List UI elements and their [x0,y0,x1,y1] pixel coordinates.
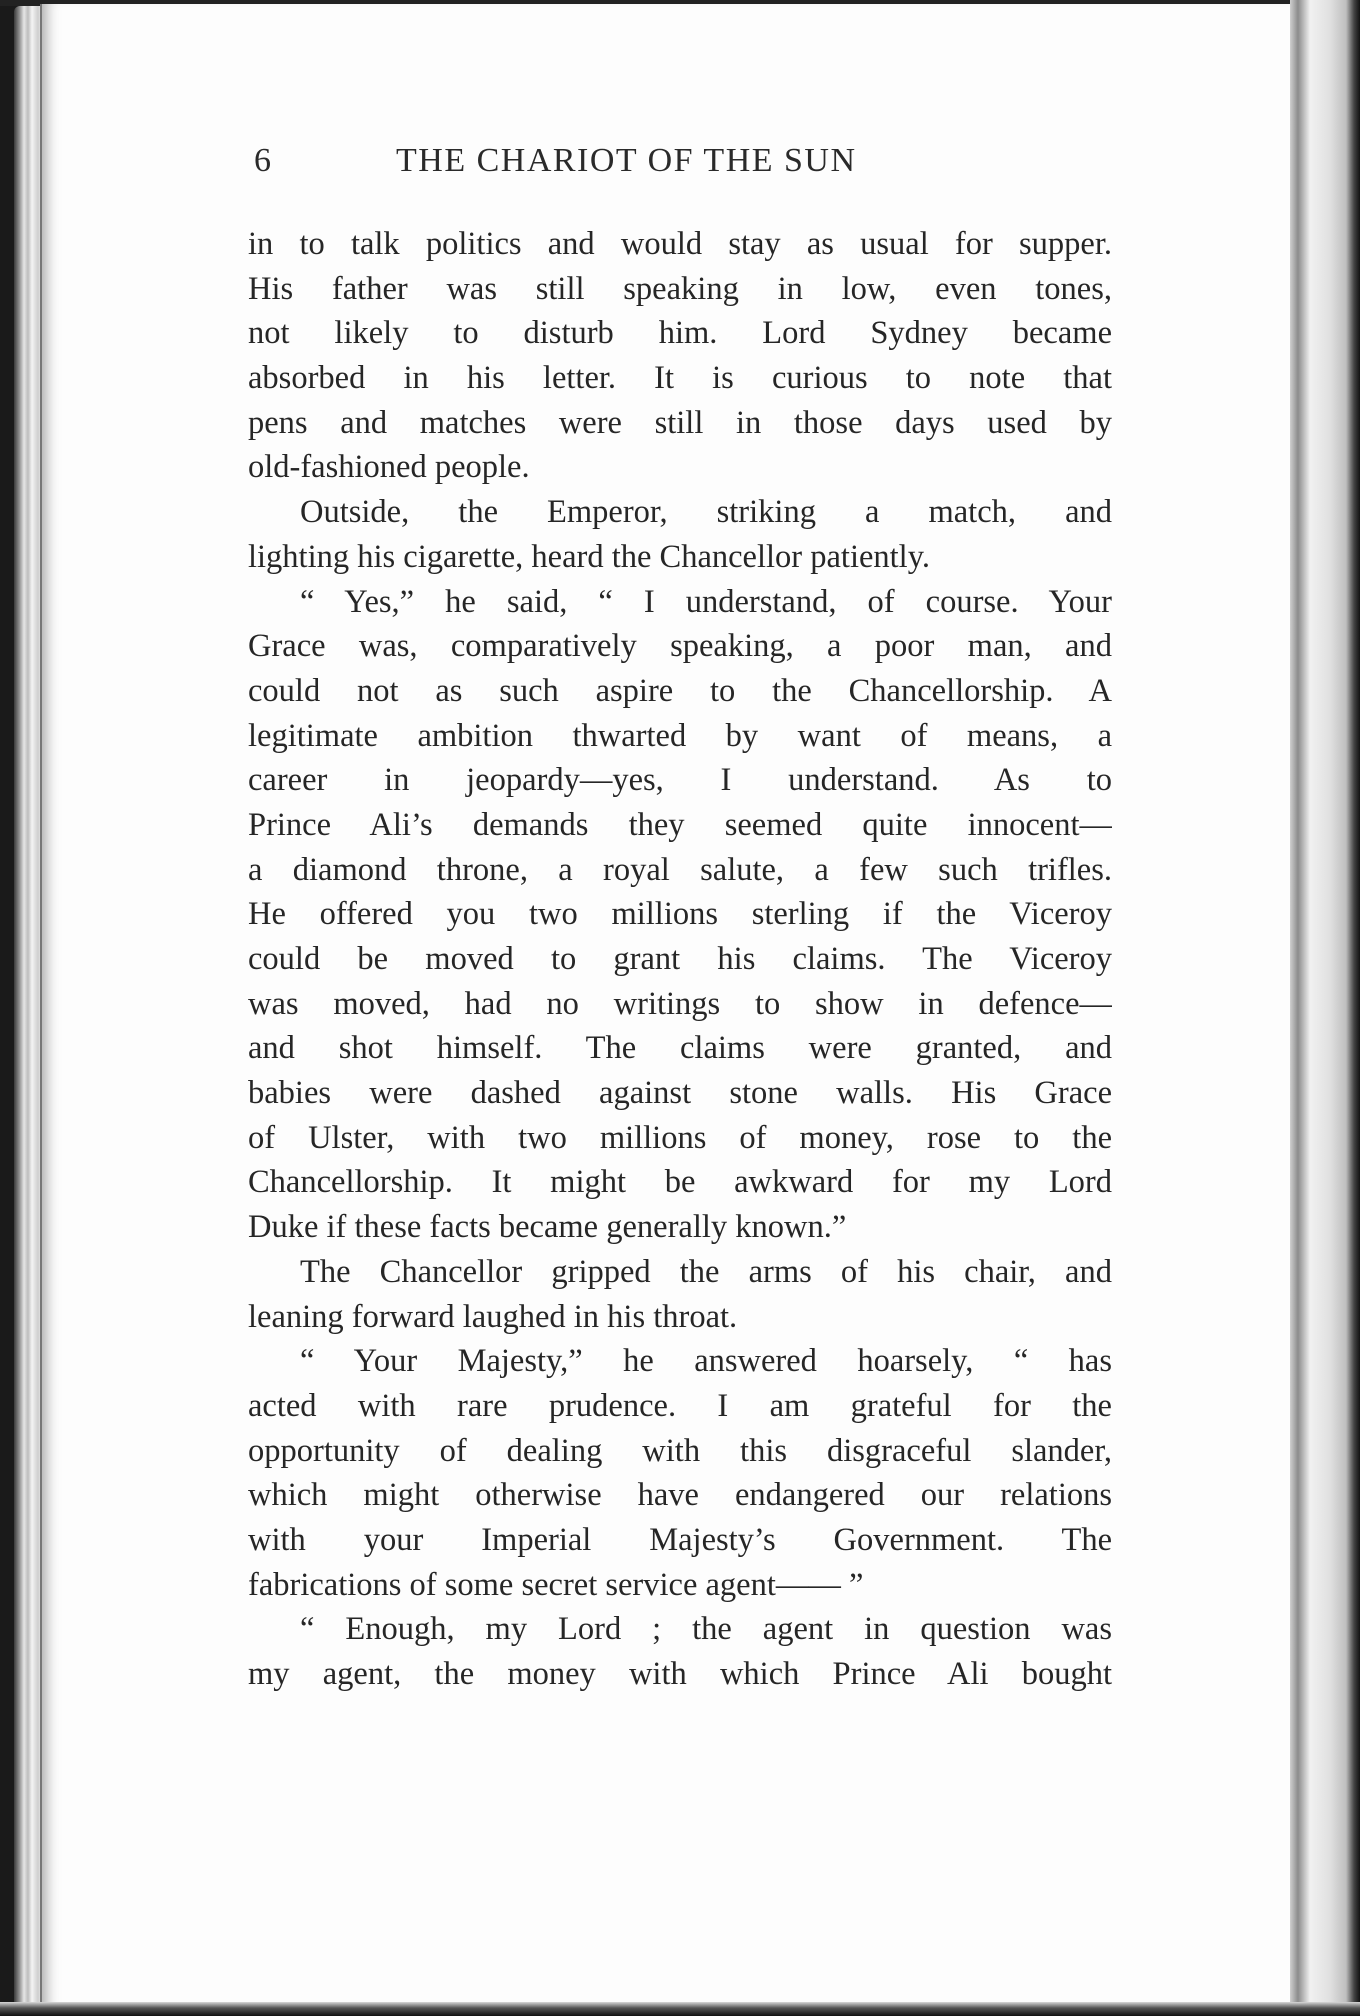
text-line: and shot himself. The claims were granted, and [248,1030,1112,1067]
text-line: old-fashioned people. [248,449,530,486]
text-line: The Chancellor gripped the arms of his chair, and [300,1253,1112,1290]
scan-bottom-edge [0,2002,1360,2016]
text-line: He offered you two millions sterling if the Viceroy [248,896,1112,933]
text-line: which might otherwise have endangered our relations [248,1477,1112,1514]
text-line: His father was still speaking in low, even tones, [248,270,1112,307]
text-line: pens and matches were still in those days used by [248,404,1112,441]
text-line: not likely to disturb him. Lord Sydney became [248,315,1112,352]
text-line: in to talk politics and would stay as usual for supper. [248,226,1112,262]
text-line: “ Enough, my Lord ; the agent in question was [300,1611,1112,1648]
text-line: leaning forward laughed in his throat. [248,1298,738,1335]
text-line: Outside, the Emperor, striking a match, and [300,494,1112,531]
body-text [248,222,1112,1697]
page-number: 6 [254,142,272,179]
book-binding-edge [1290,0,1360,2016]
text-line: my agent, the money with which Prince Ali bought [248,1656,1112,1692]
text-line: legitimate ambition thwarted by want of means, a [248,717,1112,754]
text-line: absorbed in his letter. It is curious to note that [248,360,1112,397]
text-line: lighting his cigarette, heard the Chancellor patiently. [248,538,930,575]
text-line: acted with rare prudence. I am grateful for the [248,1387,1112,1424]
text-line: could not as such aspire to the Chancellorship. A [248,672,1112,709]
text-line: of Ulster, with two millions of money, rose to the [248,1119,1112,1156]
text-line: was moved, had no writings to show in defence— [248,985,1112,1022]
text-line: babies were dashed against stone walls. His Grace [248,1075,1112,1112]
text-line: Chancellorship. It might be awkward for my Lord [248,1164,1112,1201]
text-line: Duke if these facts became generally known.” [248,1209,847,1246]
page-header [254,142,1114,192]
text-line: could be moved to grant his claims. The Viceroy [248,941,1112,977]
text-line: fabrications of some secret service agent—— ” [248,1566,864,1603]
running-title: THE CHARIOT OF THE SUN [396,142,857,179]
text-line: “ Yes,” he said, “ I understand, of course. Your [300,583,1112,620]
text-line: Grace was, comparatively speaking, a poor man, and [248,628,1112,665]
text-line: with your Imperial Majesty’s Government. The [248,1521,1112,1558]
text-line: Prince Ali’s demands they seemed quite innocent— [248,806,1112,843]
text-line: opportunity of dealing with this disgraceful slander, [248,1432,1112,1469]
text-line: career in jeopardy—yes, I understand. As to [248,762,1112,799]
text-line: a diamond throne, a royal salute, a few such trifles. [248,851,1112,888]
text-line: “ Your Majesty,” he answered hoarsely, “ has [300,1343,1112,1380]
